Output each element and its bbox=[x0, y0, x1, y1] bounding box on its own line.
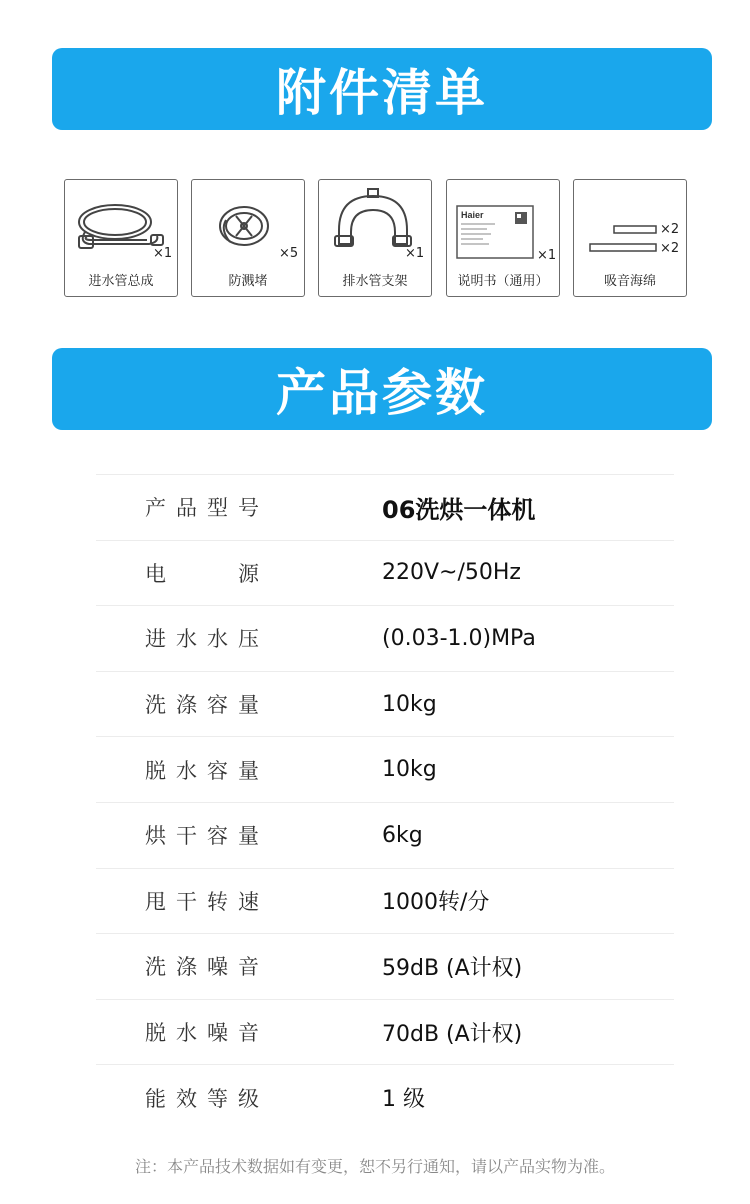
accessories-title: 附件清单 bbox=[276, 64, 488, 122]
param-label bbox=[145, 1017, 259, 1047]
accessory-qty: ×2 bbox=[660, 222, 680, 237]
param-label-char: 音 bbox=[238, 955, 259, 980]
param-label-char: 号 bbox=[238, 496, 259, 521]
param-label-char: 音 bbox=[238, 1021, 259, 1046]
param-row bbox=[96, 605, 674, 671]
accessory-qty: ×1 bbox=[153, 246, 173, 261]
param-label-char: 转 bbox=[207, 889, 228, 914]
param-label-char: 量 bbox=[238, 758, 259, 783]
param-value: 10kg bbox=[382, 691, 437, 717]
manual-brand-mark: Haier bbox=[461, 210, 484, 220]
param-label-char: 洗 bbox=[145, 693, 166, 718]
param-label-char: 进 bbox=[145, 627, 166, 652]
param-value: (0.03-1.0)MPa bbox=[382, 625, 536, 651]
param-label bbox=[145, 755, 259, 785]
param-label-char: 干 bbox=[176, 889, 197, 914]
footnote: 注：本产品技术数据如有变更，恕不另行通知，请以产品实物为准。 bbox=[134, 1157, 615, 1176]
param-value: 6kg bbox=[382, 822, 423, 848]
accessory-item-splash-plug bbox=[191, 179, 305, 297]
param-label-char: 洗 bbox=[145, 955, 166, 980]
param-value: 59dB (A计权) bbox=[382, 955, 523, 981]
params-table bbox=[96, 474, 674, 1130]
param-label-char: 干 bbox=[176, 824, 197, 849]
param-row bbox=[96, 736, 674, 802]
accessory-qty-secondary: ×2 bbox=[660, 241, 680, 256]
param-row bbox=[96, 868, 674, 934]
param-row bbox=[96, 671, 674, 737]
param-label-char: 容 bbox=[207, 758, 228, 783]
accessories-title-banner bbox=[52, 48, 712, 130]
param-row bbox=[96, 933, 674, 999]
param-label bbox=[145, 886, 259, 916]
param-row bbox=[96, 802, 674, 868]
param-label-char: 电 bbox=[145, 561, 166, 586]
accessory-qty: ×5 bbox=[279, 246, 299, 261]
accessory-item-inlet-hose bbox=[64, 179, 178, 297]
param-label-char: 量 bbox=[238, 693, 259, 718]
param-label-char: 产 bbox=[145, 496, 166, 521]
params-title: 产品参数 bbox=[276, 364, 488, 422]
param-label-char: 容 bbox=[207, 824, 228, 849]
param-label bbox=[145, 689, 259, 719]
manual-icon bbox=[447, 180, 559, 280]
accessory-qty: ×1 bbox=[537, 248, 557, 263]
accessories-list bbox=[64, 179, 688, 297]
param-label-char: 涤 bbox=[176, 693, 197, 718]
param-label-char: 水 bbox=[207, 627, 228, 652]
param-label bbox=[145, 951, 259, 981]
param-label-char: 型 bbox=[207, 496, 228, 521]
param-label-char: 量 bbox=[238, 824, 259, 849]
param-label-char: 噪 bbox=[207, 955, 228, 980]
accessory-item-manual bbox=[446, 179, 560, 297]
param-label-char: 烘 bbox=[145, 824, 166, 849]
params-title-banner bbox=[52, 348, 712, 430]
accessory-item-drain-bracket bbox=[318, 179, 432, 297]
param-label-char: 涤 bbox=[176, 955, 197, 980]
param-label-char: 容 bbox=[207, 693, 228, 718]
param-row bbox=[96, 1064, 674, 1130]
param-value: 220V~/50Hz bbox=[382, 560, 521, 586]
param-label-char: 水 bbox=[176, 758, 197, 783]
param-value: 70dB (A计权) bbox=[382, 1021, 523, 1047]
param-label bbox=[145, 1083, 259, 1113]
param-label-char: 甩 bbox=[145, 889, 166, 914]
param-value: 1000转/分 bbox=[382, 890, 490, 916]
inlet-hose-icon bbox=[65, 180, 177, 280]
accessory-qty: ×1 bbox=[405, 246, 425, 261]
param-label-char: 脱 bbox=[145, 758, 166, 783]
param-label-char: 等 bbox=[207, 1086, 228, 1111]
param-label-char: 压 bbox=[238, 627, 259, 652]
param-label-char: 水 bbox=[176, 1021, 197, 1046]
accessory-label: 吸音海绵 bbox=[603, 274, 656, 289]
param-label-char: 脱 bbox=[145, 1021, 166, 1046]
param-value: 06洗烘一体机 bbox=[382, 495, 536, 524]
accessory-label: 进水管总成 bbox=[88, 274, 154, 289]
param-label bbox=[145, 492, 259, 522]
param-value: 1 级 bbox=[382, 1087, 425, 1113]
param-row bbox=[96, 540, 674, 606]
param-label-char: 速 bbox=[238, 889, 259, 914]
param-label bbox=[145, 820, 259, 850]
param-label-char: 能 bbox=[145, 1086, 166, 1111]
accessory-label: 排水管支架 bbox=[342, 274, 408, 289]
param-label-char: 级 bbox=[238, 1086, 259, 1111]
param-label-char: 水 bbox=[176, 627, 197, 652]
accessory-item-sponge bbox=[573, 179, 687, 297]
param-label-char: 噪 bbox=[207, 1021, 228, 1046]
splash-plug-icon bbox=[192, 180, 304, 280]
param-label-char: 源 bbox=[238, 561, 259, 586]
param-label bbox=[145, 623, 259, 653]
param-row bbox=[96, 999, 674, 1065]
param-label bbox=[145, 558, 259, 588]
drain-bracket-icon bbox=[319, 180, 431, 280]
param-row bbox=[96, 474, 674, 540]
accessory-label: 防溅堵 bbox=[228, 274, 268, 289]
accessory-label: 说明书（通用） bbox=[457, 274, 549, 289]
param-label-char: 效 bbox=[176, 1086, 197, 1111]
param-value: 10kg bbox=[382, 757, 437, 783]
param-label-char: 品 bbox=[176, 496, 197, 521]
